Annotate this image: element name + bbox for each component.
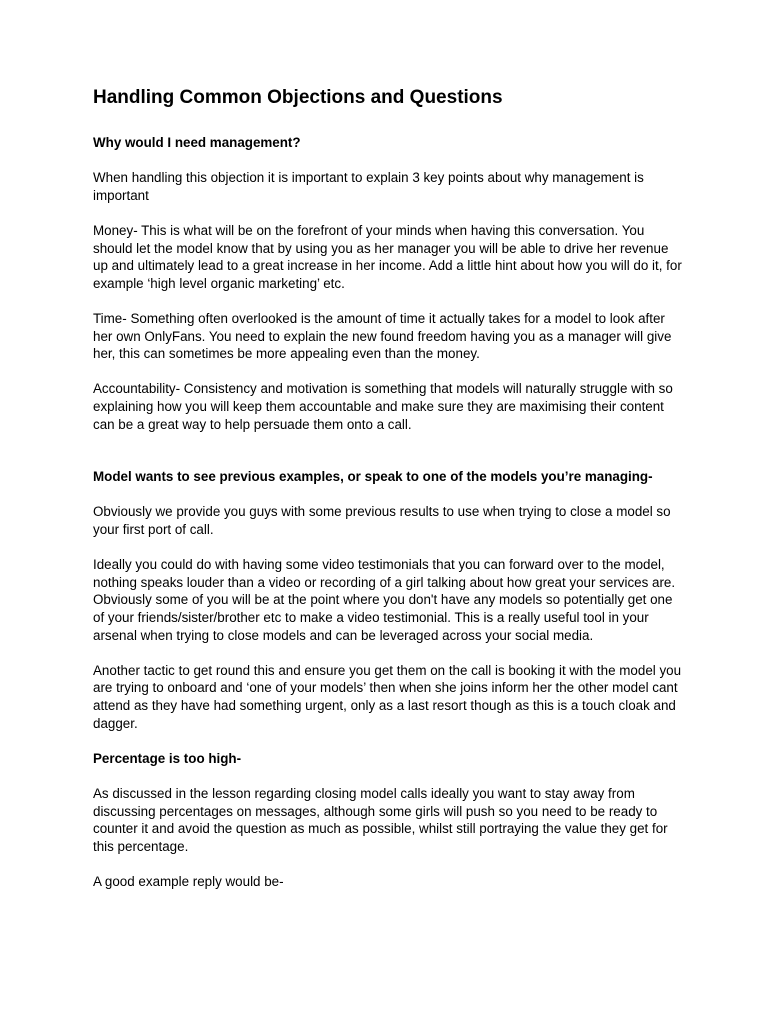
paragraph: A good example reply would be- (93, 873, 284, 889)
paragraph: Accountability- Consistency and motivation is something that models will naturally struggle with so explaining how you will keep them accountable and make sure they are maximising their content can be a great way to help persuade them onto a call. (93, 381, 673, 432)
document-title: Handling Common Objections and Questions (93, 87, 503, 108)
paragraph: Money- This is what will be on the forefront of your minds when having this conversation. You should let the model know that by using you as her manager you will be able to drive her revenue up and ultimately lead to a great increase in her income. Add a little hint about how you will do it, for example ‘high level organic marketing’ etc. (93, 222, 682, 291)
paragraph: Ideally you could do with having some video testimonials that you can forward over to the model, nothing speaks louder than a video or recording of a girl talking about how great your services are. Obviously some of you will be at the point where you don't have any models so potentially get one of your friends/sister/brother etc to make a video testimonial. This is a really useful tool in your arsenal when trying to close models and can be leveraged across your social media. (93, 557, 676, 643)
document-page (93, 86, 683, 891)
paragraph: As discussed in the lesson regarding closing model calls ideally you want to stay away from discussing percentages on messages, although some girls will push so you need to be ready to counter it and avoid the question as much as possible, whilst still portraying the value they get for this percentage. (93, 785, 668, 854)
section-heading-management: Why would I need management? (93, 135, 301, 150)
paragraph: When handling this objection it is important to explain 3 key points about why management is important (93, 170, 644, 203)
section-heading-examples: Model wants to see previous examples, or speak to one of the models you’re managing- (93, 469, 653, 485)
paragraph: Obviously we provide you guys with some previous results to use when trying to close a model so your first port of call. (93, 504, 671, 538)
section-heading-percentage: Percentage is too high- (93, 750, 242, 766)
paragraph: Another tactic to get round this and ensure you get them on the call is booking it with the model you are trying to onboard and ‘one of your models’ then when she joins inform her the other model cant attend as they have had something urgent, only as a last resort though as this is a touch cloak and dagger. (93, 662, 682, 731)
paragraph: Time- Something often overlooked is the amount of time it actually takes for a model to look after her own OnlyFans. You need to explain the new found freedom having you as a manager will give her, this can sometimes be more appealing even than the money. (93, 310, 672, 362)
